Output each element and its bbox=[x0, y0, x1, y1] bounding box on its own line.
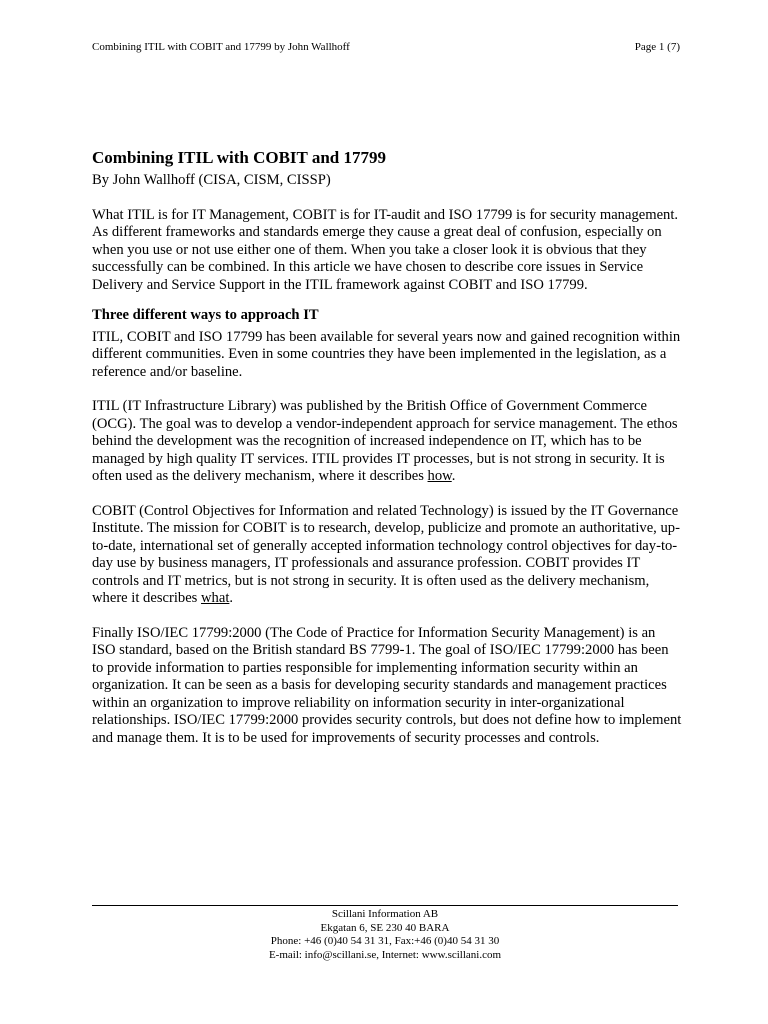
footer-divider bbox=[92, 905, 678, 906]
paragraph-itil bbox=[92, 398, 682, 486]
paragraph-overview: ITIL, COBIT and ISO 17799 has been available for several years now and gained recognition within different communities. Even in some countries they have been implemented in the legislation, as a reference and/or baseline. bbox=[92, 328, 681, 380]
running-header bbox=[92, 40, 680, 54]
article-body bbox=[92, 148, 682, 747]
paragraph-iso17799: Finally ISO/IEC 17799:2000 (The Code of Practice for Information Security Management) is an ISO standard, based on the British standard BS 7799-1. The goal of ISO/IEC 17799:2000 has been to provide information to parties responsible for implementing information security within an organization. It can be seen as a basis for developing security standards and management practices within an organization to improve reliability on information security in inter-organizational relationships. ISO/IEC 17799:2000 provides security controls, but does not define how to implement and manage them. It is to be used for improvements of security processes and controls. bbox=[92, 624, 682, 746]
emphasis-what: what bbox=[201, 590, 230, 606]
article-byline: By John Wallhoff (CISA, CISM, CISSP) bbox=[92, 172, 331, 188]
footer-email-web: E-mail: info@scillani.se, Internet: www.scillani.com bbox=[268, 948, 502, 961]
paragraph-cobit bbox=[92, 503, 682, 608]
footer-company: Scillani Information AB bbox=[331, 908, 439, 920]
paragraph-cobit-end: . bbox=[229, 590, 234, 606]
page-number: Page 1 (7) bbox=[634, 41, 680, 53]
footer-address: Ekgatan 6, SE 230 40 BARA bbox=[320, 921, 450, 934]
paragraph-itil-text: ITIL (IT Infrastructure Library) was published by the British Office of Government Commerce (OCG). The goal was to develop a vendor-independent approach for service management. The ethos behind the development was the recognition of increased independence on IT, which has to be managed by high quality IT services. ITIL provides IT processes, but is not strong in security. It is often used as the delivery mechanism, where it describes bbox=[92, 398, 678, 484]
article-title: Combining ITIL with COBIT and 17799 bbox=[92, 148, 386, 167]
intro-paragraph: What ITIL is for IT Management, COBIT is for IT-audit and ISO 17799 is for security management. As different frameworks and standards emerge they cause a great deal of confusion, especially on when you use or not use either one of them. When you take a closer look it is obvious that they successfully can be combined. In this article we have chosen to describe core issues in Service Delivery and Service Support in the ITIL framework against COBIT and ISO 17799. bbox=[92, 206, 679, 293]
emphasis-how: how bbox=[427, 468, 452, 484]
paragraph-itil-end: . bbox=[451, 468, 456, 484]
footer-phone-fax: Phone: +46 (0)40 54 31 31, Fax:+46 (0)40 54 31 30 bbox=[270, 935, 500, 947]
page-footer bbox=[92, 908, 678, 962]
section-heading: Three different ways to approach IT bbox=[92, 307, 319, 323]
running-title: Combining ITIL with COBIT and 17799 by John Wallhoff bbox=[92, 41, 350, 53]
paragraph-cobit-text: COBIT (Control Objectives for Information and related Technology) is issued by the IT Governance Institute. The mission for COBIT is to research, develop, publicize and promote an authoritative, up-to-date, international set of generally accepted information technology control objectives for day-to-day use by business managers, IT professionals and assurance profession. COBIT provides IT controls and IT metrics, but is not strong in security. It is often used as the delivery mechanism, where it describes bbox=[92, 502, 680, 606]
